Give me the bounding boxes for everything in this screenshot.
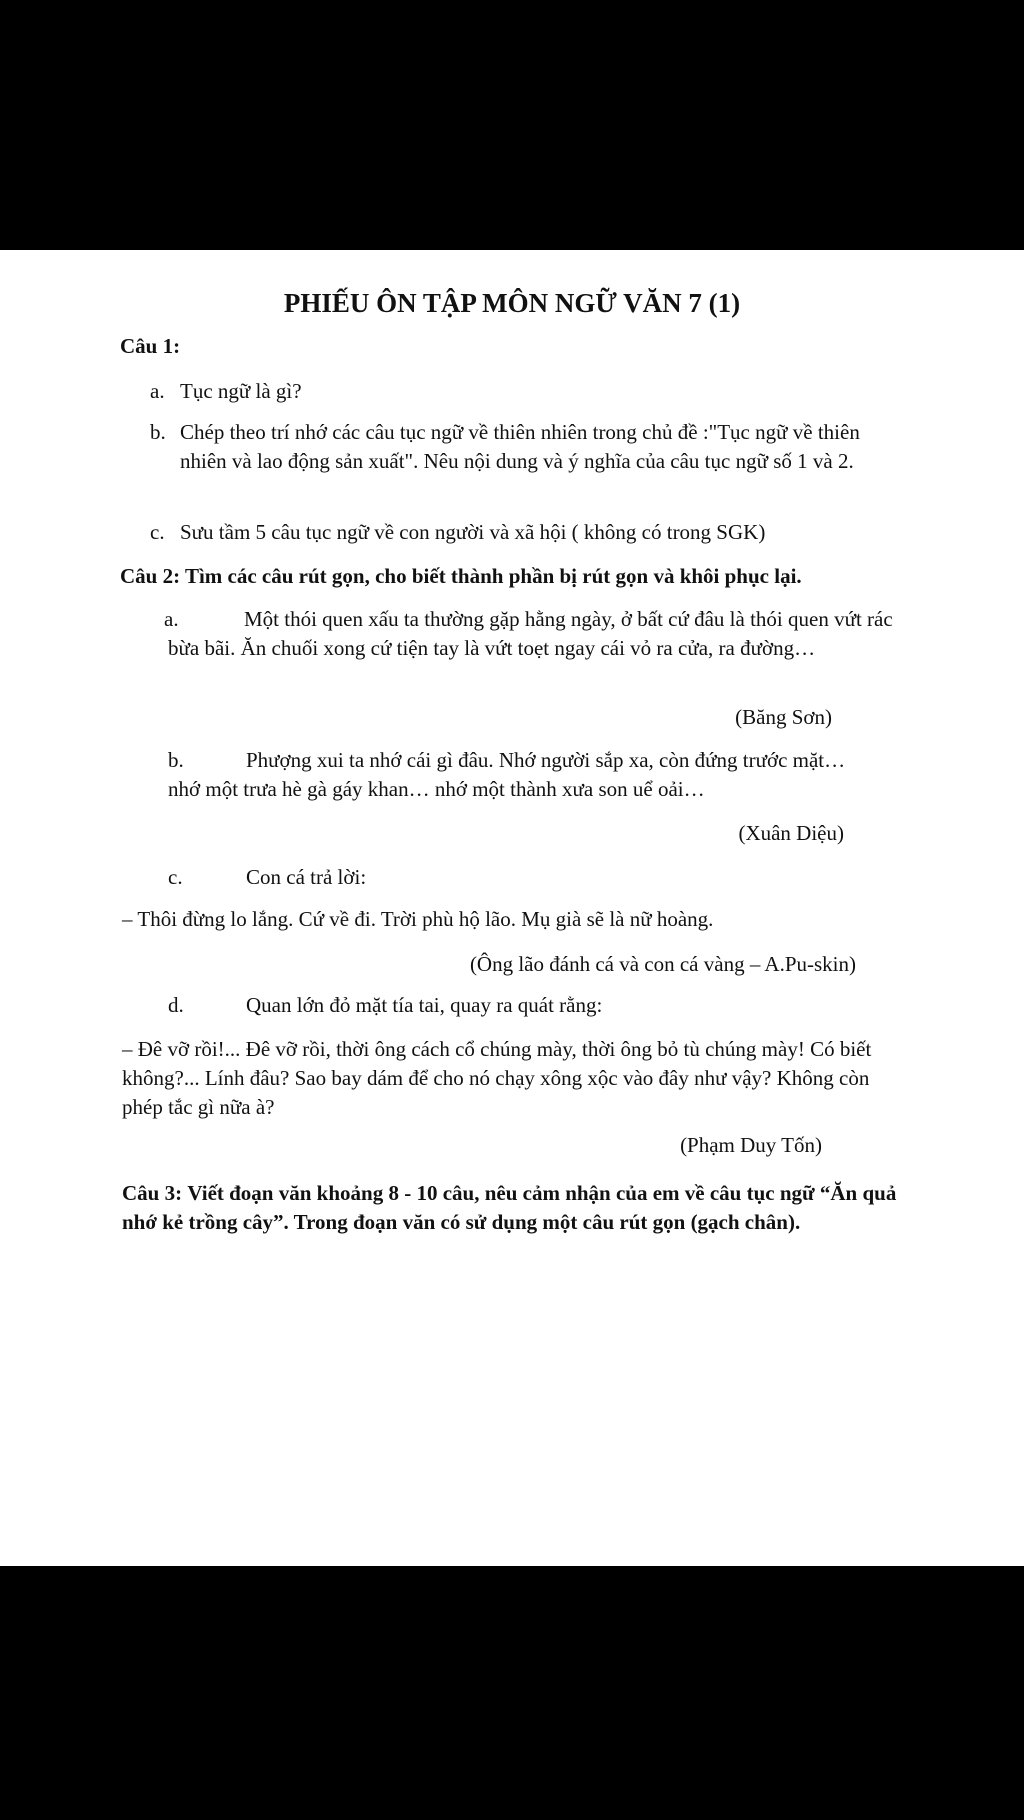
- cau2-c-source: (Ông lão đánh cá và con cá vàng – A.Pu-skin): [469, 952, 856, 976]
- cau2-a-block: [164, 605, 908, 663]
- cau3-heading: Câu 3:: [122, 1181, 183, 1205]
- cau1-item-c: [150, 518, 765, 547]
- cau2-a-label: a.: [164, 607, 179, 631]
- cau2-b-label: b.: [168, 748, 184, 772]
- cau2-b-text: Phượng xui ta nhớ cái gì đâu. Nhớ người sắp xa, còn đứng trước mặt… nhớ một trưa hè gà gáy khan… nhớ một thành xưa son uể oải…: [168, 748, 846, 801]
- cau1-item-c-label: c.: [150, 520, 165, 544]
- page-title: PHIẾU ÔN TẬP MÔN NGỮ VĂN 7 (1): [283, 288, 741, 318]
- cau1-item-a-label: a.: [150, 379, 165, 403]
- cau2-b-block: [168, 746, 868, 804]
- cau3-text: Viết đoạn văn khoảng 8 - 10 câu, nêu cảm nhận của em về câu tục ngữ “Ăn quả nhớ kẻ trồng cây”. Trong đoạn văn có sử dụng một câu rút gọn (gạch chân).: [122, 1181, 897, 1234]
- cau2-heading: Câu 2: Tìm các câu rút gọn, cho biết thành phần bị rút gọn và khôi phục lại.: [120, 564, 802, 588]
- cau2-d-text: Quan lớn đỏ mặt tía tai, quay ra quát rằng:: [246, 993, 603, 1017]
- cau3-block: [122, 1179, 912, 1237]
- cau2-d-source: (Phạm Duy Tốn): [680, 1133, 822, 1157]
- cau2-c-quote: – Thôi đừng lo lắng. Cứ về đi. Trời phù hộ lão. Mụ già sẽ là nữ hoàng.: [122, 907, 714, 931]
- cau2-a-text: Một thói quen xấu ta thường gặp hằng ngày, ở bất cứ đâu là thói quen vứt rác bừa bãi. Ăn chuối xong cứ tiện tay là vứt toẹt ngay cái vỏ ra cửa, ra đường…: [168, 607, 893, 660]
- cau2-c-text: Con cá trả lời:: [246, 865, 367, 889]
- cau2-c-label: c.: [168, 865, 183, 889]
- cau2-b-source: (Xuân Diệu): [738, 821, 844, 845]
- cau1-heading: Câu 1:: [120, 334, 181, 358]
- cau2-d-quote: – Đê vỡ rồi!... Đê vỡ rồi, thời ông cách cổ chúng mày, thời ông bỏ tù chúng mày! Có biết không?... Lính đâu? Sao bay dám để cho nó chạy xông xộc vào đây như vậy? Không còn phép tắc gì nữa à?: [122, 1037, 872, 1119]
- cau2-d-line: [168, 991, 602, 1020]
- cau1-item-a: [150, 377, 302, 406]
- cau2-d-label: d.: [168, 993, 184, 1017]
- document-page: [0, 250, 1024, 1566]
- cau1-item-c-text: Sưu tầm 5 câu tục ngữ về con người và xã hội ( không có trong SGK): [180, 520, 766, 544]
- cau2-c-line: [168, 863, 366, 892]
- cau1-item-b-text: Chép theo trí nhớ các câu tục ngữ về thiên nhiên trong chủ đề :"Tục ngữ về thiên nhiên và lao động sản xuất". Nêu nội dung và ý nghĩa của câu tục ngữ số 1 và 2.: [180, 420, 860, 473]
- cau1-item-b-label: b.: [150, 420, 166, 444]
- cau1-item-a-text: Tục ngữ là gì?: [180, 379, 302, 403]
- cau2-a-source: (Băng Sơn): [735, 705, 832, 729]
